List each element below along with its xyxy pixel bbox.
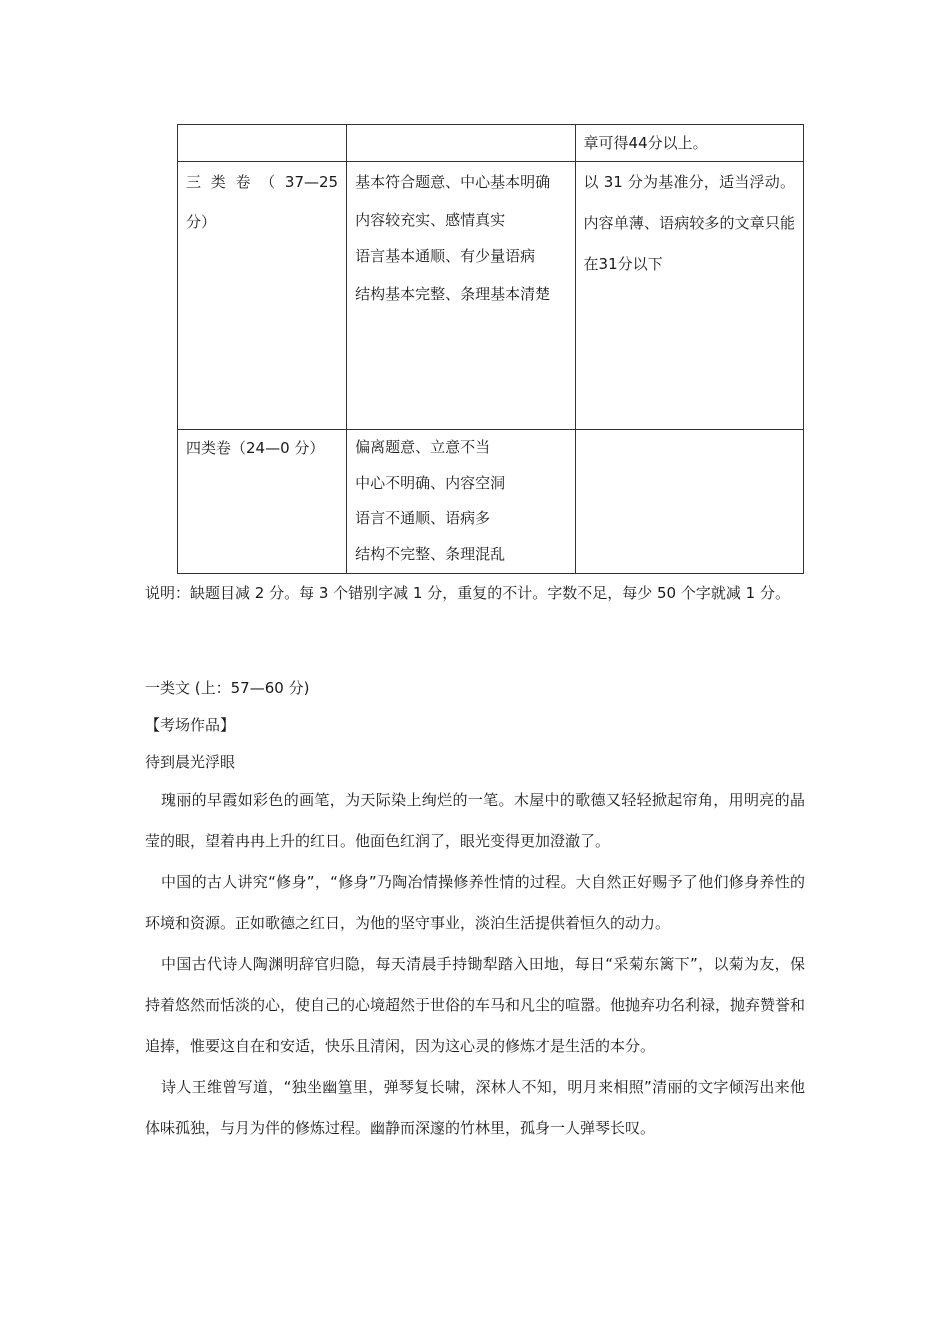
criteria-line: 偏离题意、立意不当 (355, 438, 491, 456)
essay-title: 待到晨光浮眼 (145, 753, 236, 771)
scoring-note-cell: 以 31 分为基准分，适当浮动。内容单薄、语病较多的文章只能在31分以下 (575, 162, 803, 430)
table-cell (347, 125, 575, 162)
works-label: 【考场作品】 (145, 716, 236, 734)
criteria-cell (347, 430, 575, 574)
essay-paragraph: 诗人王维曾写道，“独坐幽篁里，弹琴复长啸，深林人不知，明月来相照”清丽的文字倾泻出来他体味孤独，与月为伴的修炼过程。幽静而深邃的竹林里，孤身一人弹琴长叹。 (145, 1078, 805, 1137)
criteria-line: 基本符合题意、中心基本明确 (355, 173, 551, 191)
grade-category-cell: 四类卷（24—0 分） (178, 430, 347, 574)
scoring-note-cell (575, 430, 803, 574)
criteria-line: 结构不完整、条理混乱 (355, 544, 506, 563)
criteria-line: 中心不明确、内容空洞 (355, 473, 506, 492)
criteria-cell (347, 162, 575, 430)
deduction-note (145, 572, 805, 614)
table-cell (178, 125, 347, 162)
criteria-line: 内容较充实、感情真实 (355, 211, 506, 229)
table-cell: 章可得44分以上。 (575, 125, 803, 162)
grading-table (177, 124, 804, 574)
table-row (178, 125, 804, 162)
criteria-line: 结构基本完整、条理基本清楚 (355, 285, 551, 303)
criteria-line: 语言基本通顺、有少量语病 (355, 247, 536, 265)
table-row (178, 430, 804, 574)
essay-paragraph: 中国的古人讲究“修身”，“修身”乃陶冶情操修养性情的过程。大自然正好赐予了他们修身养性的环境和资源。正如歌德之红日，为他的坚守事业，淡泊生活提供着恒久的动力。 (145, 873, 805, 932)
note-text: 说明：缺题目减 2 分。每 3 个错别字减 1 分，重复的不计。字数不足，每少 50 个字就减 1 分。 (145, 584, 790, 602)
section-title: 一类文 (上：57—60 分) (145, 679, 310, 697)
essay-body (145, 780, 805, 1149)
criteria-line: 语言不通顺、语病多 (355, 509, 491, 527)
essay-paragraph: 瑰丽的早霞如彩色的画笔，为天际染上绚烂的一笔。木屋中的歌德又轻轻掀起帘角，用明亮的晶莹的眼，望着冉冉上升的红日。他面色红润了，眼光变得更加澄澈了。 (145, 791, 805, 850)
grade-category-cell: 三 类 卷 （ 37—25 分） (178, 162, 347, 430)
essay-paragraph: 中国古代诗人陶渊明辞官归隐，每天清晨手持锄犁踏入田地，每日“采菊东篱下”，以菊为友，保持着悠然而恬淡的心，使自己的心境超然于世俗的车马和凡尘的喧嚣。他抛弃功名利禄，抛弃赞誉和追捧，惟要这自在和安适，快乐且清闲，因为这心灵的修炼才是生活的本分。 (145, 955, 806, 1055)
table-row (178, 162, 804, 430)
